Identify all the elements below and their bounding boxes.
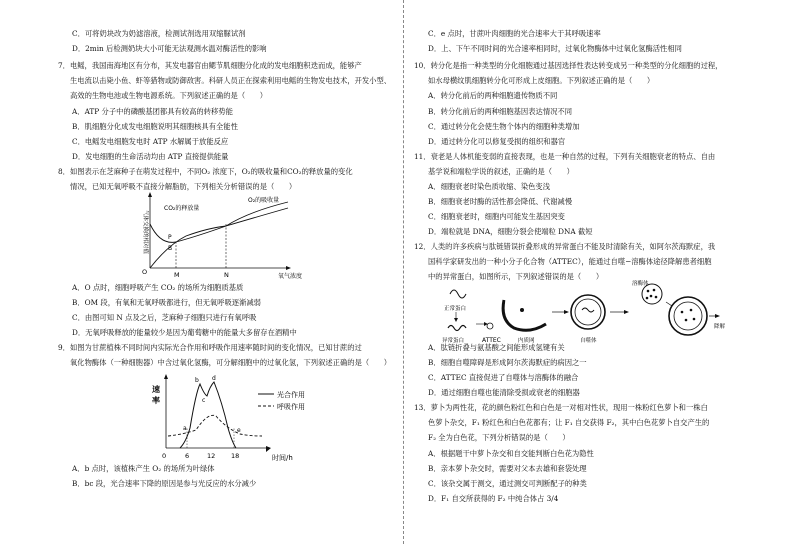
q6-option-d: D．2min 后检测奶块大小可能无法观测水温对酶活性的影响 — [72, 44, 267, 53]
label-normal-protein: 正常蛋白 — [444, 306, 467, 312]
column-divider — [403, 0, 404, 544]
q11-stem-line2: 基学说和端粒学说的叙述，正确的是（ ） — [428, 167, 574, 176]
q11-option-c: C．细胞衰老时，细胞内可能发生基因突变 — [428, 212, 565, 221]
q12-option-c: C．ATTEC 直接促进了自噬体与溶酶体的融合 — [428, 373, 579, 382]
q8-p-label: P — [168, 234, 172, 241]
q9-ylabel-2: 率 — [152, 396, 160, 405]
q8-ylabel: 气体交换的相对值 — [142, 210, 148, 255]
q12-option-b: B．细胞自噬障碍是形成阿尔茨海默症的病因之一 — [428, 358, 587, 367]
q10-stem-line1: 10．转分化是指一种类型的分化细胞通过基因选择性表达转变成另一种类型的分化细胞的过程， — [414, 61, 723, 70]
q9-xtick-6: 6 — [185, 452, 190, 460]
q9-point-b: b — [195, 377, 199, 384]
q8-o2-label: O₂的吸收量 — [248, 197, 280, 204]
q12-stem-line1: 12．人类的许多疾病与肽链错误折叠形成的异常蛋白不能及时清除有关，如阿尔茨海默症，我 — [414, 242, 716, 251]
q10-stem-line2: 如水母横纹肌细胞转分化可形成上皮细胞。下列叙述正确的是（ ） — [428, 76, 655, 85]
q7-option-c: C．电鳐发电细胞发电时 ATP 水解属于放能反应 — [72, 137, 229, 146]
q8-stem-line1: 8．如图表示在芝麻种子在萌发过程中，不同O₂ 浓度下，O₂的吸收量和CO₂的释放量的变化 — [58, 167, 353, 176]
attec-molecule — [487, 323, 493, 329]
q11-stem-line1: 11．衰老是人体机能变弱的直接表现，也是一种自然的过程，下列有关细胞衰老的特点、自由 — [414, 152, 716, 161]
q10-option-b: B．转分化前后的两种细胞基因表达情况不同 — [428, 107, 573, 116]
q9-rate-chart — [150, 372, 325, 462]
normal-protein-shape — [450, 290, 466, 298]
q8-m-label: M — [174, 271, 180, 279]
q7-stem-line1: 7．电鳐，我国南海地区有分布，其发电器官由鳃节肌细胞分化成的发电细胞积迭而成，能够产 — [58, 61, 362, 70]
q9-option-c: C．e 点时，甘蔗叶肉细胞的光合速率大于其呼吸速率 — [428, 29, 601, 38]
q9-xtick-0: 0 — [162, 452, 167, 460]
q8-xlabel: 氧气浓度 — [278, 273, 303, 280]
q9-option-b: B．bc 段，光合速率下降的原因是参与光反应的水分减少 — [72, 479, 257, 488]
er-membrane — [503, 300, 546, 330]
q7-option-b: B．肌细胞分化成发电细胞说明其细胞核具有全能性 — [72, 122, 238, 131]
q12-option-d: D．通过细胞自噬也能清除受损或衰老的细胞器 — [428, 388, 580, 397]
q11-option-a: A．细胞衰老时染色质收缩、染色变浅 — [428, 182, 551, 191]
q11-option-d: D．端粒就是 DNA，细胞分裂会使端粒 DNA 截短 — [428, 227, 593, 236]
q7-option-d: D．发电细胞的生命活动均由 ATP 直接提供能量 — [72, 152, 229, 161]
q12-autophagy-diagram — [442, 280, 732, 348]
q8-option-a: A．O 点时，细胞呼吸产生 CO₂ 的场所为细胞质基质 — [72, 283, 244, 292]
q9-stem-line1: 9．如图为甘蔗植株不同时间内实际光合作用和呼吸作用速率随时间的变化情况，已知甘蔗的过 — [58, 343, 362, 352]
q7-option-a: A．ATP 分子中的磷酸基团都具有较高的转移势能 — [72, 107, 233, 116]
q9-ylabel-1: 速 — [152, 385, 160, 394]
q9-xtick-18: 18 — [231, 452, 240, 460]
q8-option-c: C．由图可知 N 点及之后，芝麻种子细胞只进行有氧呼吸 — [72, 313, 257, 322]
q8-b-label: B — [168, 245, 173, 252]
q7-stem-line2: 生电流以击毙小鱼、虾等猎物或防御敌害。科研人员正在探索利用电鳐的生物发电技术，开发小型、 — [70, 76, 392, 85]
q13-option-d: D．F₁ 自交所获得的 F₂ 中纯合体占 3/4 — [428, 494, 559, 503]
q8-option-b: B．OM 段，有氧和无氧呼吸都进行，但无氧呼吸逐渐减弱 — [72, 298, 261, 307]
q11-option-b: B．细胞衰老时酶的活性都会降低、代谢减慢 — [428, 197, 573, 206]
q9-point-d: d — [212, 375, 216, 382]
q9-point-c: c — [202, 397, 206, 404]
label-er: 内质网 — [518, 338, 535, 344]
label-abnormal-protein: 异常蛋白 — [442, 338, 465, 344]
q8-co2-label: CO₂的释放量 — [164, 205, 200, 212]
q8-gas-exchange-chart — [138, 190, 303, 283]
q9-legend-photo: 光合作用 — [277, 391, 305, 399]
autolysosome — [669, 297, 707, 335]
abnormal-protein-shape — [448, 326, 466, 331]
q13-option-a: A．根据题干中萝卜杂交和自交能判断白色花为隐性 — [428, 449, 594, 458]
q9-option-a: A．b 点时，该植株产生 O₂ 的场所为叶绿体 — [72, 464, 215, 473]
q10-option-a: A．转分化前后的两种细胞遗传物质不同 — [428, 91, 558, 100]
q12-stem-line2: 国科学家研发出的一种小分子化合物（ATTEC），能通过自噬−溶酶体途径降解患者细胞 — [428, 257, 712, 266]
q9-xlabel: 时间/h — [272, 454, 293, 462]
autophagosome — [571, 295, 605, 329]
label-lysosome: 溶酶体 — [632, 281, 649, 287]
q10-option-c: C．通过转分化会使生物个体内的细胞种类增加 — [428, 122, 580, 131]
label-autophagosome: 自噬体 — [580, 338, 597, 344]
q9-stem-line2: 氧化物酶体（一种细胞器）中含过氧化氢酶，可分解细胞中的过氧化氢，下列叙述正确的是（ ） — [70, 358, 392, 367]
q6-option-c: C．可将奶块改为奶滤溶液，检测试剂选用双缩脲试剂 — [72, 29, 246, 38]
q9-xtick-12: 12 — [207, 452, 216, 460]
q8-stem-line2: 情况，已知无氧呼吸不直接分解脂肪，下列相关分析错误的是（ ） — [70, 182, 297, 191]
q10-option-d: D．通过转分化可以修复受损的组织和器官 — [428, 137, 566, 146]
q12-stem-line3: 中的异常蛋白，如图所示，下列叙述错误的是（ ） — [428, 272, 604, 281]
q9-legend-resp: 呼吸作用 — [277, 403, 305, 411]
q8-option-d: D．无氧呼吸释放的能量较少是因为葡萄糖中的能量大多留存在酒精中 — [72, 328, 297, 337]
q13-stem-line3: F₂ 全为白色花，下列分析错误的是（ ） — [428, 433, 570, 442]
q9-option-d: D．上、下午不同时间的光合速率相同时，过氧化物酶体中过氧化氢酶活性相同 — [428, 44, 682, 53]
q9-point-e: e — [237, 427, 241, 434]
q9-photosynthesis-curve — [180, 382, 236, 448]
label-attec: ATTEC — [482, 337, 501, 344]
label-degrade: 降解 — [714, 324, 726, 330]
q13-option-c: C．该杂交属于测交，通过测交可判断配子的种类 — [428, 479, 587, 488]
q9-point-a: a — [183, 425, 187, 432]
q13-stem-line1: 13．萝卜为两性花，花的颜色粉红色和白色是一对相对性状，现用一株粉红色萝卜和一株白 — [414, 403, 708, 412]
q13-stem-line2: 色萝卜杂交，F₁ 粉红色和白色花都有；让 F₁ 自交获得 F₂，其中白色花萝卜自交产生的 — [428, 418, 710, 427]
lysosome — [642, 284, 662, 304]
q8-origin: O — [142, 268, 148, 276]
q7-stem-line3: 高效的生物电池或生物电源系统。下列叙述正确的是（ ） — [70, 91, 268, 100]
q12-option-a: A．肽链折叠与氨基酸之间能形成氢键有关 — [428, 343, 565, 352]
q13-option-b: B．亲本萝卜杂交时，需要对父本去雄和套袋处理 — [428, 464, 587, 473]
q8-n-label: N — [224, 271, 229, 279]
